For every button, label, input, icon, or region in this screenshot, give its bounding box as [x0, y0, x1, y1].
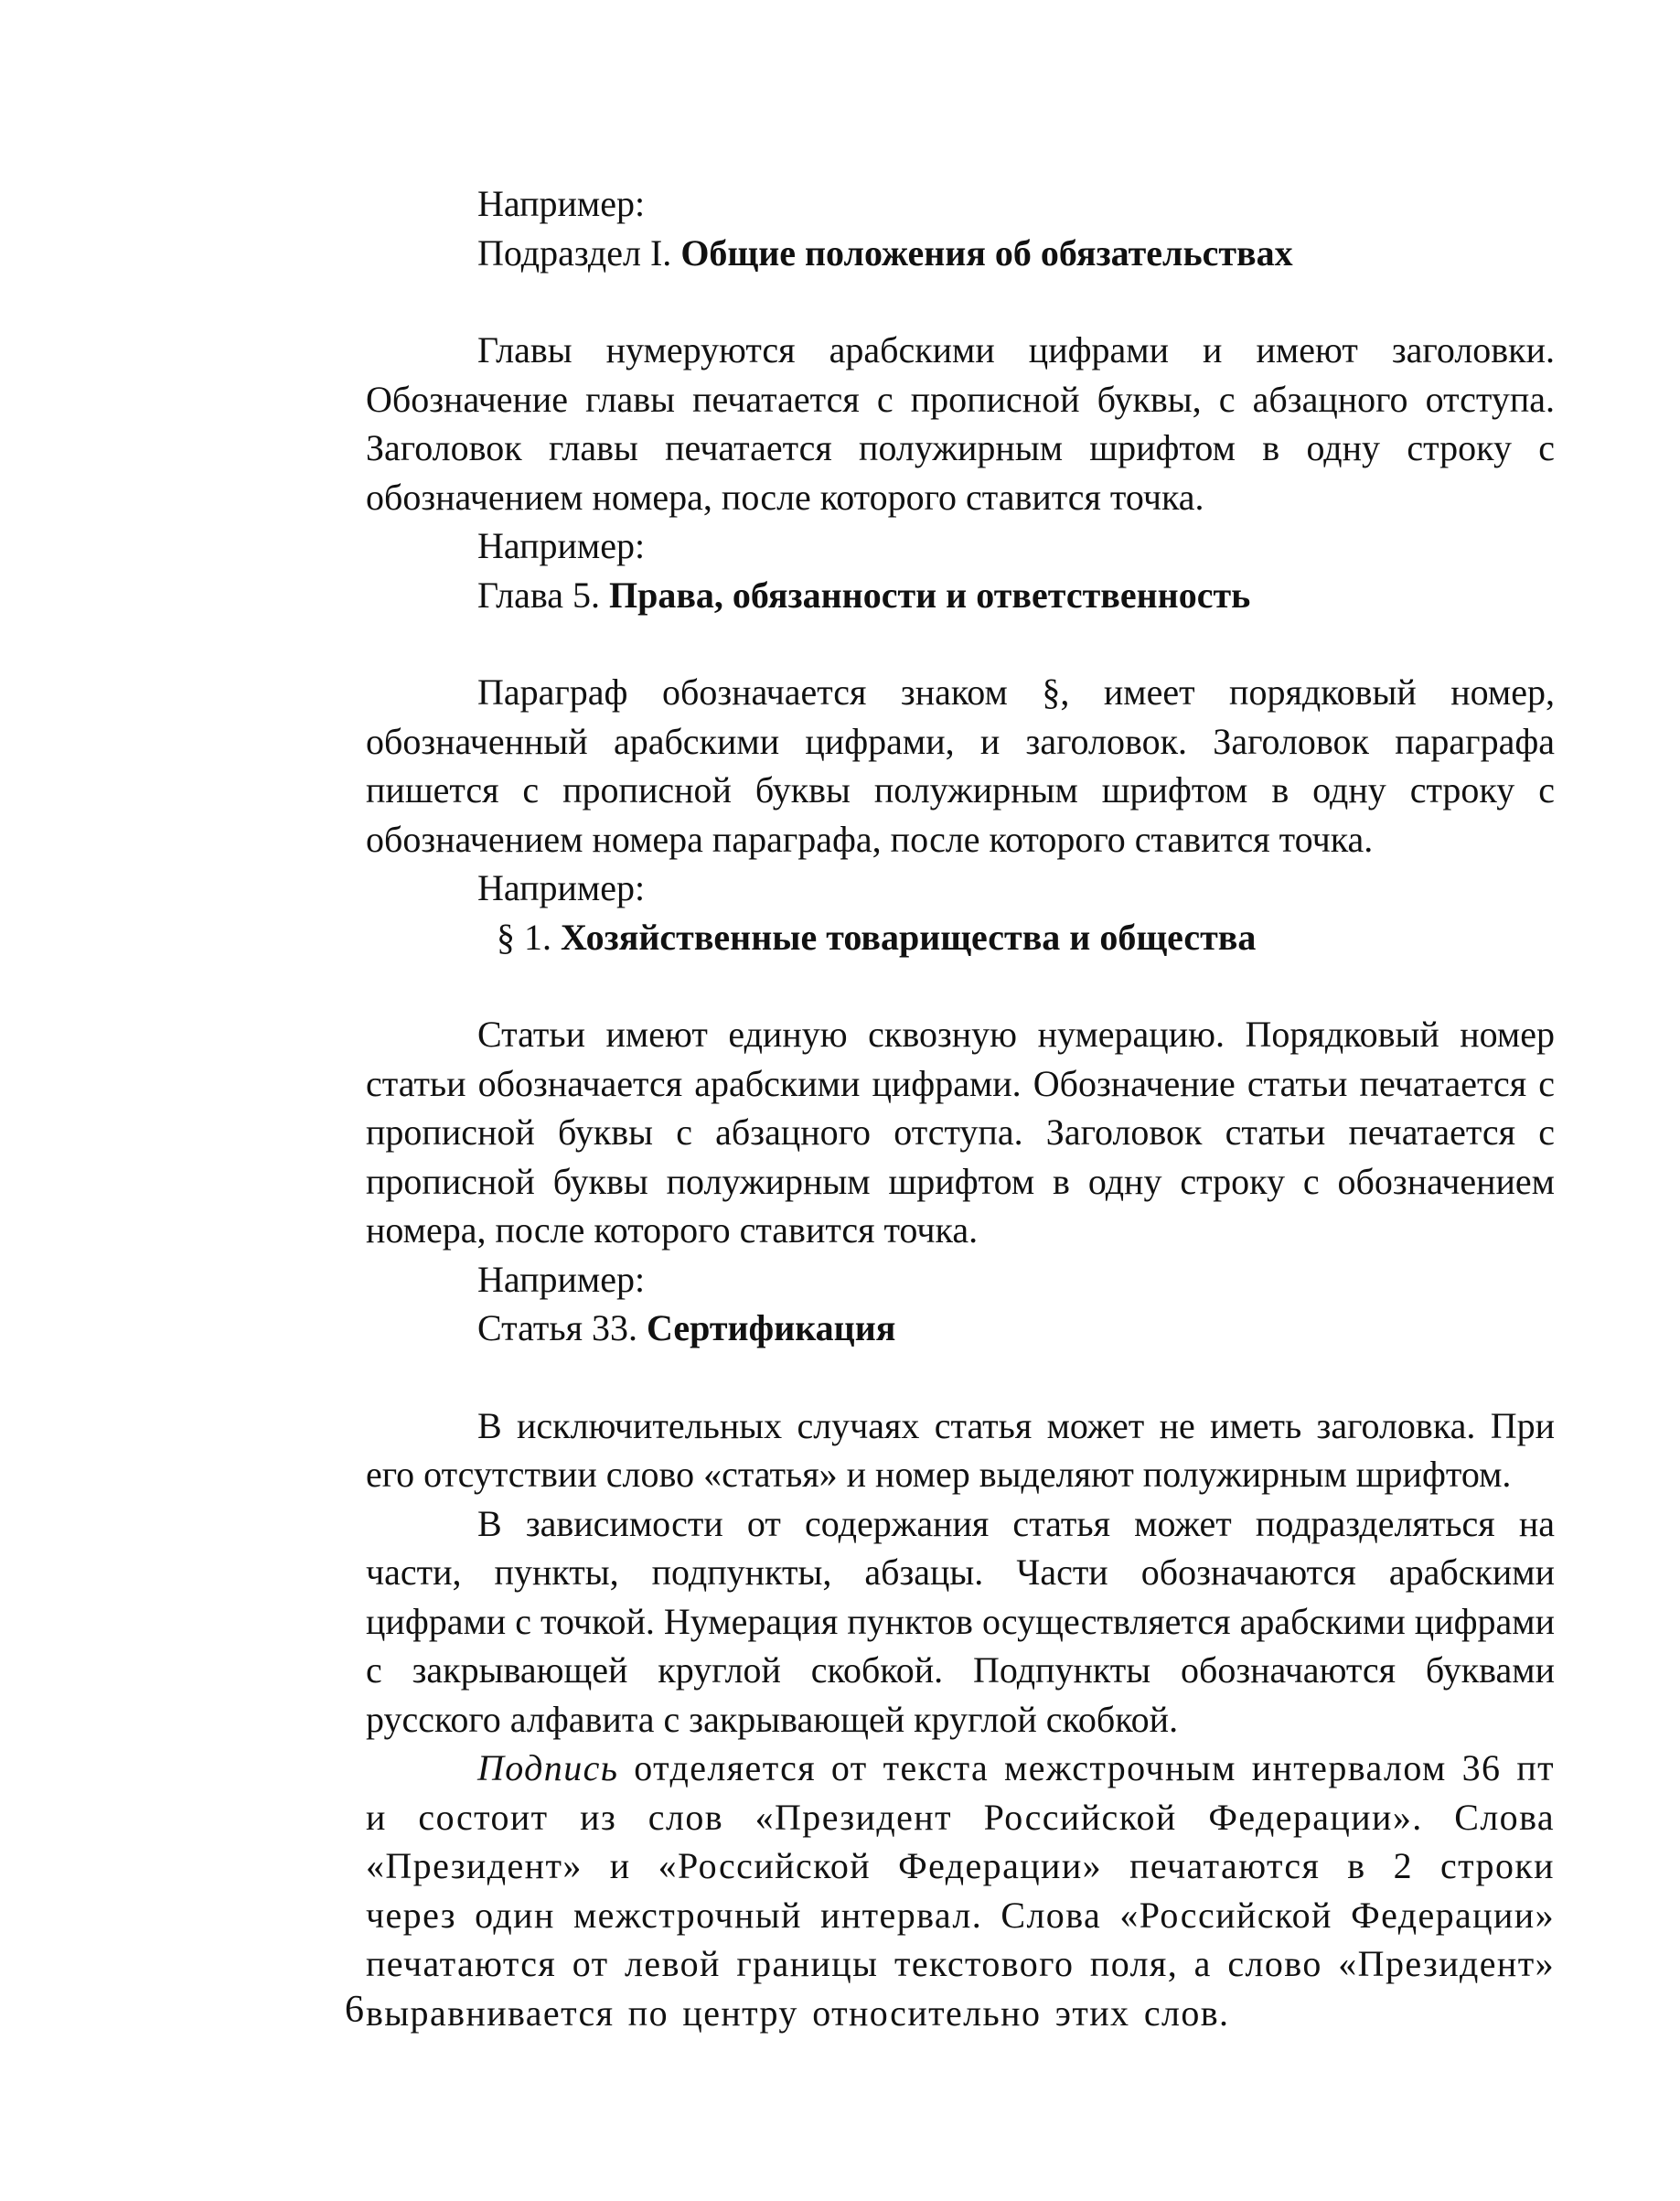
article-example-prefix: Статья 33. — [477, 1307, 647, 1348]
chapter-example — [366, 571, 1555, 620]
subsection-example-prefix: Подраздел I. — [477, 231, 681, 274]
subdivision-paragraph: В зависимости от содержания статья может подразделяться на части, пункты, подпункты, абзацы. Части обозначаются арабскими цифрами с точкой. Нумерация пунктов осуществляется арабскими цифрами с закрывающей круглой скобкой. Подпункты обозначаются буквами русского алфавита с закрывающей круглой скобкой. — [366, 1502, 1555, 1740]
article-example — [366, 1304, 1555, 1353]
example-label: Например: — [477, 1258, 646, 1300]
subsection-example — [366, 229, 1555, 278]
paragraph-example — [366, 913, 1555, 962]
chapter-example-title: Права, обязанности и ответственность — [608, 574, 1251, 616]
page-number: 6 — [345, 1989, 364, 2031]
no-title-paragraph: В исключительных случаях статья может не иметь заголовка. При его отсутствии слово «статья» и номер выделяют полужирным шрифтом. — [366, 1404, 1555, 1495]
paragraph-sign-paragraph: Параграф обозначается знаком §, имеет порядковый номер, обозначенный арабскими цифрами, и заголовок. Заголовок параграфа пишется с прописной буквы полужирным шрифтом в одну строку с обозначением номера параграфа, после которого ставится точка. — [366, 671, 1555, 860]
signature-paragraph — [366, 1744, 1555, 2037]
signature-text: отделяется от текста межстрочным интервалом 36 пт и состоит из слов «Президент Российской Федерации». Слова «Президент» и «Российской Федерации» печатаются в 2 строки через один межстрочный интервал. Слова «Российской Федерации» печатаются от левой границы текстового поля, а слово «Президент» выравнивается по центру относительно этих слов. — [366, 1747, 1555, 2034]
example-label: Например: — [477, 525, 646, 566]
signature-term: Подпись — [477, 1747, 619, 1788]
paragraph-example-prefix: § 1. — [497, 916, 561, 958]
document-page — [366, 179, 1555, 2037]
articles-paragraph: Статьи имеют единую сквозную нумерацию. Порядковый номер статьи обозначается арабскими цифрами. Обозначение статьи печатается с прописной буквы с абзацного отступа. Заголовок статьи печатается с прописной буквы полужирным шрифтом в одну строку с обозначением номера, после которого ставится точка. — [366, 1014, 1555, 1251]
example-label: Например: — [477, 867, 646, 908]
paragraph-example-title: Хозяйственные товарищества и общества — [561, 916, 1257, 958]
chapters-paragraph: Главы нумеруются арабскими цифрами и имеют заголовки. Обозначение главы печатается с прописной буквы, с абзацного отступа. Заголовок главы печатается полужирным шрифтом в одну строку с обозначением номера, после которого ставится точка. — [366, 329, 1555, 518]
chapter-example-prefix: Глава 5. — [477, 574, 609, 616]
example-label: Например: — [477, 183, 646, 224]
subsection-example-title: Общие положения об обязательствах — [680, 231, 1293, 274]
article-example-title: Сертификация — [646, 1307, 896, 1348]
